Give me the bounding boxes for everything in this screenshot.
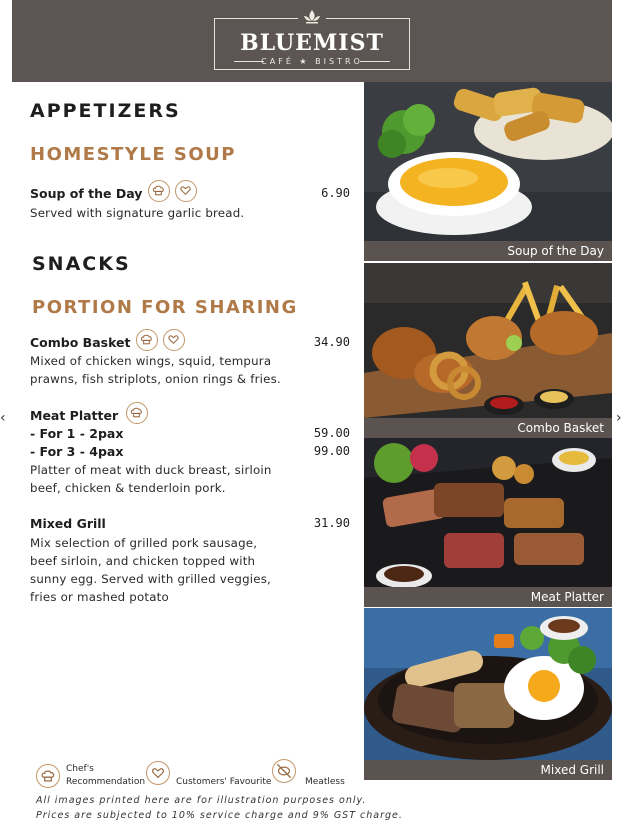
desc-grill-line-2: beef sirloin, and chicken topped with <box>30 554 256 568</box>
brand-name: BLUEMIST <box>240 30 384 56</box>
soup-badges <box>148 180 197 202</box>
legend-meatless: Meatless <box>305 777 345 787</box>
prev-page-button[interactable]: ‹ <box>0 410 6 426</box>
price-soup: 6.90 <box>321 186 350 200</box>
chefs-recommendation-icon <box>148 180 170 202</box>
next-page-button[interactable]: › <box>616 410 622 426</box>
caption-soup: Soup of the Day <box>364 241 612 261</box>
photo-combo-basket <box>364 263 612 418</box>
legend-customers-favourite: Customers' Favourite <box>176 777 272 787</box>
desc-grill-line-4: fries or mashed potato <box>30 590 169 604</box>
desc-platter-line-2: beef, chicken & tenderloin pork. <box>30 481 226 495</box>
item-name-meat-platter: Meat Platter <box>30 408 119 423</box>
photo-soup-of-the-day <box>364 82 612 242</box>
caption-combo-basket: Combo Basket <box>364 418 612 438</box>
brand-subtitle: CAFÉ ★ BISTRO <box>261 57 363 66</box>
logo <box>208 8 416 76</box>
desc-platter-line-1: Platter of meat with duck breast, sirloin <box>30 463 272 477</box>
chefs-recommendation-icon <box>136 329 158 351</box>
legend-chefs-line-1: Chef's <box>66 764 94 774</box>
chefs-recommendation-legend-icon <box>36 764 60 788</box>
combo-badges <box>136 329 185 351</box>
photo-mixed-grill <box>364 608 612 760</box>
section-subtitle-homestyle-soup: HOMESTYLE SOUP <box>30 144 236 165</box>
crest-icon <box>298 8 326 26</box>
platter-option-2-label: - For 3 - 4pax <box>30 444 124 459</box>
platter-badges <box>126 402 148 424</box>
price-mixed-grill: 31.90 <box>313 516 350 530</box>
section-title-appetizers: APPETIZERS <box>30 100 181 122</box>
menu-page <box>12 0 612 840</box>
price-combo-basket: 34.90 <box>313 335 350 349</box>
header-bar <box>12 0 612 82</box>
photo-meat-platter <box>364 438 612 588</box>
item-name-soup: Soup of the Day <box>30 186 143 201</box>
customers-favourite-icon <box>175 180 197 202</box>
desc-grill-line-3: sunny egg. Served with grilled veggies, <box>30 572 272 586</box>
caption-mixed-grill: Mixed Grill <box>364 760 612 780</box>
footer-note-1: All images printed here are for illustration purposes only. <box>36 795 367 806</box>
meatless-legend-icon <box>272 759 296 783</box>
legend-chefs-line-2: Recommendation <box>66 777 146 787</box>
customers-favourite-legend-icon <box>146 761 170 785</box>
section-subtitle-portion-for-sharing: PORTION FOR SHARING <box>32 297 298 318</box>
desc-grill-line-1: Mix selection of grilled pork sausage, <box>30 536 258 550</box>
platter-option-2-price: 99.00 <box>313 444 350 458</box>
item-name-combo-basket: Combo Basket <box>30 335 131 350</box>
caption-meat-platter: Meat Platter <box>364 587 612 607</box>
footer-note-2: Prices are subjected to 10% service charge and 9% GST charge. <box>36 810 403 821</box>
platter-option-1-price: 59.00 <box>313 426 350 440</box>
chefs-recommendation-icon <box>126 402 148 424</box>
desc-combo-line-1: Mixed of chicken wings, squid, tempura <box>30 354 272 368</box>
desc-soup: Served with signature garlic bread. <box>30 206 245 220</box>
openrice-watermark: OpenRice <box>490 801 604 826</box>
section-title-snacks: SNACKS <box>32 253 131 275</box>
platter-option-1-label: - For 1 - 2pax <box>30 426 124 441</box>
desc-combo-line-2: prawns, fish striplots, onion rings & fries. <box>30 372 281 386</box>
item-name-mixed-grill: Mixed Grill <box>30 516 106 531</box>
customers-favourite-icon <box>163 329 185 351</box>
